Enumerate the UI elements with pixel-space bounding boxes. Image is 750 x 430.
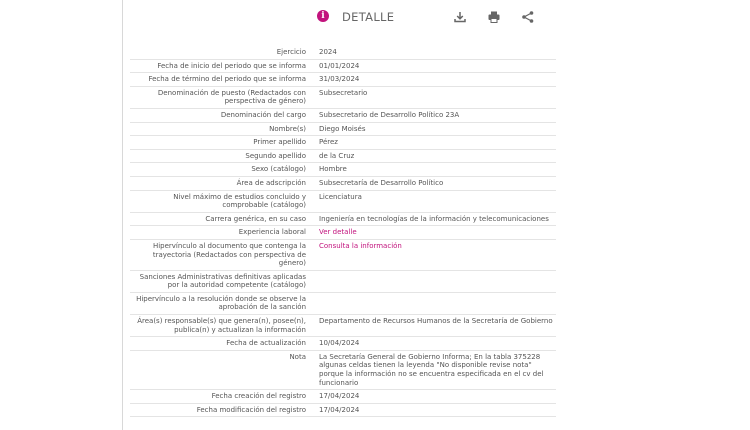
row-value: de la Cruz (319, 151, 355, 160)
row-value: Subsecretario (319, 88, 368, 97)
table-row (130, 109, 556, 123)
table-row (130, 123, 556, 137)
share-icon[interactable] (521, 10, 535, 24)
table-row (130, 150, 556, 164)
row-label: Nivel máximo de estudios concluido y comprobable (catálogo) (173, 192, 306, 210)
row-value: La Secretaría General de Gobierno Informa; En la tabla 375228 algunas celdas tienen la leyenda "No disponible revise nota" porque la información no se encuentra especificada en el cv del funcionario (319, 352, 544, 387)
row-value (319, 240, 556, 253)
table-row (130, 163, 556, 177)
row-label: Área(s) responsable(s) que genera(n), posee(n), publica(n) y actualizan la información (137, 317, 306, 334)
row-label: Denominación de puesto (Redactados con perspectiva de género) (157, 88, 306, 106)
row-value (319, 271, 556, 275)
row-value (319, 226, 556, 239)
row-label: Fecha de término del periodo que se informa (148, 75, 306, 84)
row-label: Experiencia laboral (238, 228, 306, 237)
row-label: Fecha de inicio del periodo que se informa (157, 61, 306, 70)
table-row (130, 46, 556, 60)
row-value: Departamento de Recursos Humanos de la Secretaría de Gobierno (319, 317, 553, 326)
row-value: 01/01/2024 (319, 61, 360, 70)
table-row (130, 213, 556, 227)
table-row (130, 390, 556, 404)
table-row (130, 337, 556, 351)
table-row (130, 271, 556, 293)
row-link[interactable]: Ver detalle (319, 228, 357, 237)
row-label: Nombre(s) (269, 124, 306, 133)
table-row (130, 315, 556, 337)
row-label: Hipervínculo a la resolución donde se observe la aprobación de la sanción (136, 294, 306, 312)
table-row (130, 191, 556, 213)
table-row (130, 60, 556, 74)
row-value: 2024 (319, 48, 337, 56)
row-value (319, 293, 556, 297)
row-label: Nota (289, 352, 306, 361)
table-row (130, 226, 556, 240)
print-icon[interactable] (487, 10, 501, 24)
row-label: Fecha modificación del registro (196, 405, 306, 414)
table-row (130, 404, 556, 418)
row-label: Hipervínculo al documento que contenga la trayectoria (Redactados con perspectiva de género) (152, 241, 306, 268)
row-link[interactable]: Consulta la información (319, 241, 402, 250)
row-label: Área de adscripción (236, 178, 306, 187)
page-title: DETALLE (342, 10, 395, 24)
row-value: Subsecretario de Desarrollo Político 23A (319, 110, 460, 119)
detail-header (123, 0, 750, 36)
table-row (130, 87, 556, 109)
row-label: Denominación del cargo (220, 110, 306, 119)
row-label: Fecha de actualización (226, 339, 306, 348)
row-value: Pérez (319, 138, 338, 147)
row-label: Primer apellido (253, 138, 306, 147)
row-value: 31/03/2024 (319, 75, 360, 84)
table-row (130, 73, 556, 87)
row-value: Diego Moisés (319, 124, 366, 133)
info-icon: i (317, 10, 329, 22)
row-label: Segundo apellido (245, 151, 306, 160)
table-row (130, 351, 556, 390)
table-row (130, 177, 556, 191)
row-label: Carrera genérica, en su caso (205, 214, 306, 223)
table-row (130, 240, 556, 271)
row-value: Subsecretaría de Desarrollo Político (319, 178, 444, 187)
row-label: Ejercicio (276, 48, 306, 56)
row-label: Fecha creación del registro (211, 392, 306, 401)
table-row (130, 293, 556, 315)
row-value: Licenciatura (319, 192, 362, 201)
table-row (130, 136, 556, 150)
row-label: Sanciones Administrativas definitivas aplicadas por la autoridad competente (catálogo) (139, 272, 306, 290)
row-value: 17/04/2024 (319, 405, 360, 414)
left-divider (122, 0, 123, 430)
download-icon[interactable] (453, 10, 467, 24)
row-label: Sexo (catálogo) (251, 165, 306, 174)
row-value: 10/04/2024 (319, 339, 360, 348)
detail-table (130, 46, 556, 417)
row-value: Ingeniería en tecnologías de la información y telecomunicaciones (319, 214, 549, 223)
row-value: Hombre (319, 165, 347, 174)
row-value: 17/04/2024 (319, 392, 360, 401)
